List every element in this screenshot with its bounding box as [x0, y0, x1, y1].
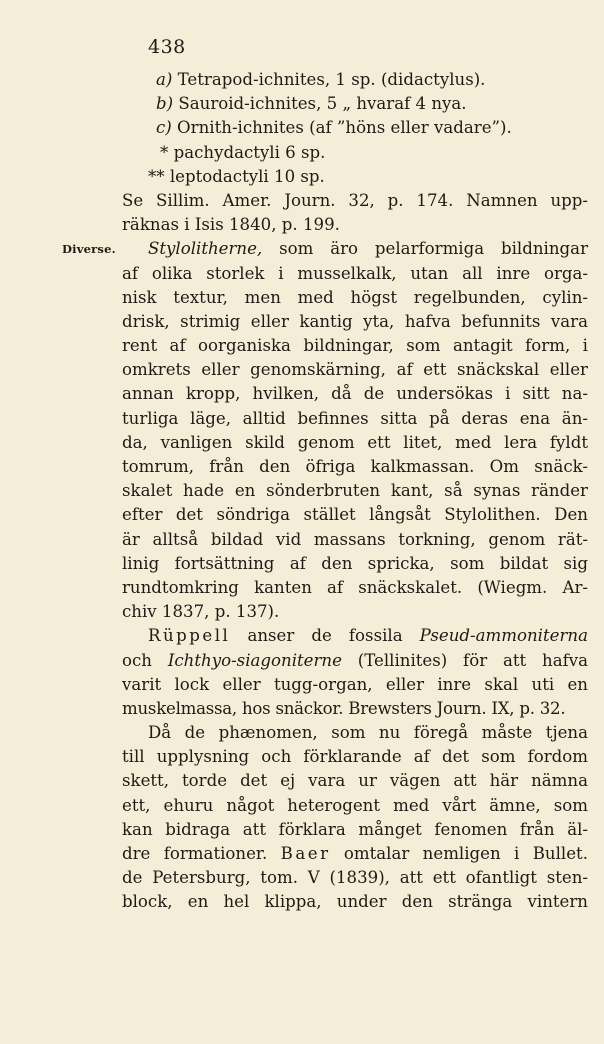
- text-line: chiv 1837, p. 137).: [122, 602, 280, 622]
- text-line: ett, ehuru något heterogent med vårt ämne, som: [122, 795, 588, 815]
- list-marker: a): [156, 70, 173, 89]
- text-line: omkrets eller genomskärning, af ett snäckskal eller: [122, 360, 588, 380]
- text-line: block, en hel klippa, under den stränga vintern: [122, 892, 588, 912]
- text-line: tomrum, från den öfriga kalkmassan. Om snäck-: [122, 457, 588, 476]
- list-marker: c): [156, 118, 172, 138]
- text-span: och: [122, 650, 168, 670]
- text-span: (Tellinites) för att hafva: [341, 650, 588, 670]
- text-span: dre formationer.: [122, 844, 281, 863]
- text-line: varit lock eller tugg-organ, eller inre skal uti en: [122, 674, 588, 694]
- margin-note: Diverse.: [62, 242, 116, 257]
- text-line: nisk textur, men med högst regelbunden, cylin-: [122, 287, 588, 307]
- author-name: Baer: [280, 844, 331, 863]
- text-line: skett, torde det ej vara ur vägen att här nämna: [122, 771, 588, 791]
- list-marker: b): [156, 94, 174, 114]
- text-line: linig fortsättning af den spricka, som bildat sig: [122, 553, 588, 573]
- text-line: annan kropp, hvilken, då de undersökas i sitt na-: [122, 384, 588, 404]
- text-line: de Petersburg, tom. V (1839), att ett ofantligt sten-: [122, 868, 588, 888]
- text-line: turliga läge, alltid befinnes sitta på deras ena än-: [122, 408, 588, 428]
- text-span: som äro pelarformiga bildningar: [262, 239, 588, 259]
- text-line: * pachydactyli 6 sp.: [160, 142, 326, 162]
- text-line: kan bidraga att förklara månget fenomen från äl-: [122, 819, 588, 839]
- text-line: ** leptodactyli 10 sp.: [148, 166, 325, 186]
- text-line: [122, 68, 588, 92]
- italic-term: Ichthyo-siagoniterne: [167, 650, 342, 670]
- text-line: rundtomkring kanten af snäckskalet. (Wiegm. Ar-: [122, 577, 588, 597]
- text-line: drisk, strimig eller kantig yta, hafva befunnits vara: [122, 311, 588, 331]
- text-line: af olika storlek i musselkalk, utan all inre orga-: [122, 263, 588, 283]
- text-line: till upplysning och förklarande af det som fordom: [122, 747, 588, 767]
- body-text: [62, 68, 588, 915]
- text-line: rent af oorganiska bildningar, som antagit form, i: [122, 336, 588, 356]
- text-line: [122, 92, 588, 116]
- text-span: omtalar nemligen i Bullet.: [330, 844, 588, 863]
- text-line: Då de phænomen, som nu föregå måste tjena: [148, 723, 588, 743]
- text-line: [122, 624, 588, 648]
- text-line: [122, 116, 588, 140]
- text-line: [122, 842, 588, 866]
- text-line: muskelmassa, hos snäckor. Brewsters Journ. IX, p. 32.: [122, 698, 566, 718]
- text-line: skalet hade en sönderbruten kant, så synas ränder: [122, 481, 588, 501]
- text-line: [122, 649, 588, 673]
- text-line: da, vanligen skild genom ett litet, med lera fyldt: [122, 432, 588, 452]
- text-span: anser de fossila: [230, 626, 420, 646]
- text-span: Sauroid-ichnites, 5 „ hvaraf 4 nya.: [173, 94, 467, 114]
- italic-term: Stylolitherne,: [148, 239, 263, 259]
- page-number: 438: [148, 36, 186, 58]
- text-line: är alltså bildad vid massans torkning, genom rät-: [122, 529, 588, 549]
- text-line: Se Sillim. Amer. Journ. 32, p. 174. Namnen upp-: [122, 190, 588, 210]
- text-span: Ornith-ichnites (af ”höns eller vadare”).: [171, 118, 512, 138]
- text-line: [62, 237, 588, 261]
- author-name: Rüppell: [148, 626, 231, 646]
- italic-term: Pseud-ammoniterna: [419, 626, 588, 646]
- text-line: efter det söndriga stället långsåt Stylolithen. Den: [122, 505, 588, 525]
- text-span: Tetrapod-ichnites, 1 sp. (didactylus).: [172, 70, 486, 89]
- text-line: räknas i Isis 1840, p. 199.: [122, 215, 340, 235]
